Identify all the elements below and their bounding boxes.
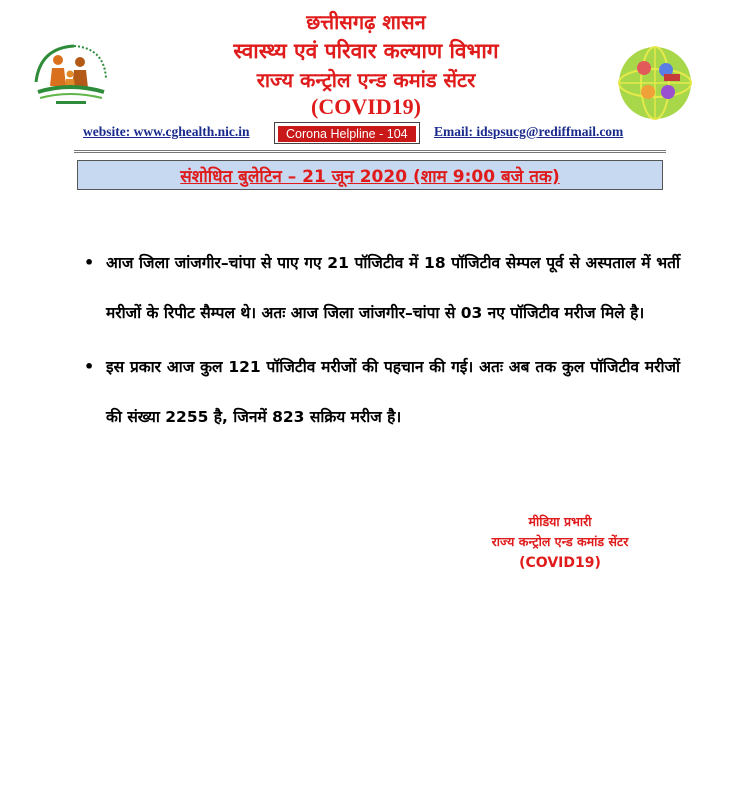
helpline-badge <box>274 122 420 144</box>
department-title: स्वास्थ्य एवं परिवार कल्याण विभाग <box>233 39 499 63</box>
center-title: राज्य कन्ट्रोल एन्ड कमांड सेंटर <box>256 68 476 92</box>
signatory-office: राज्य कन्ट्रोल एन्ड कमांड सेंटर <box>491 534 629 549</box>
email-link[interactable]: Email: idspsucg@rediffmail.com <box>434 124 624 139</box>
bulletin-content <box>80 238 680 442</box>
covid-title: (COVID19) <box>311 94 421 119</box>
document-header <box>0 0 732 150</box>
signatory-unit: (COVID19) <box>519 555 601 571</box>
government-title: छत्तीसगढ़ शासन <box>306 10 426 34</box>
bulletin-banner <box>77 160 663 190</box>
website-link[interactable]: website: www.cghealth.nic.in <box>83 124 250 139</box>
helpline-text: Corona Helpline - 104 <box>278 126 416 142</box>
divider <box>74 150 666 151</box>
list-item <box>80 238 680 338</box>
list-item <box>80 342 680 442</box>
signatory-role: मीडिया प्रभारी <box>528 514 592 529</box>
contact-row <box>0 122 732 144</box>
divider <box>74 152 666 153</box>
bullet-icon: • <box>84 357 95 376</box>
bullet-icon: • <box>84 253 95 272</box>
list-item-text: इस प्रकार आज कुल 121 पॉजिटीव मरीजों की पहचान की गई। अतः अब तक कुल पॉजिटीव मरीजों की संख्या 2255 है, जिनमें 823 सक्रिय मरीज है। <box>106 358 680 426</box>
bulletin-title: संशोधित बुलेटिन – 21 जून 2020 (शाम 9:00 बजे तक) <box>180 167 560 187</box>
list-item-text: आज जिला जांजगीर–चांपा से पाए गए 21 पॉजिटीव में 18 पॉजिटीव सेम्पल पूर्व से अस्पताल में भर्ती मरीजों के रिपीट सैम्पल थे। अतः आज जिला जांजगीर–चांपा से 03 नए पॉजिटीव मरीज मिले है। <box>106 254 680 322</box>
signature-block <box>460 512 660 574</box>
